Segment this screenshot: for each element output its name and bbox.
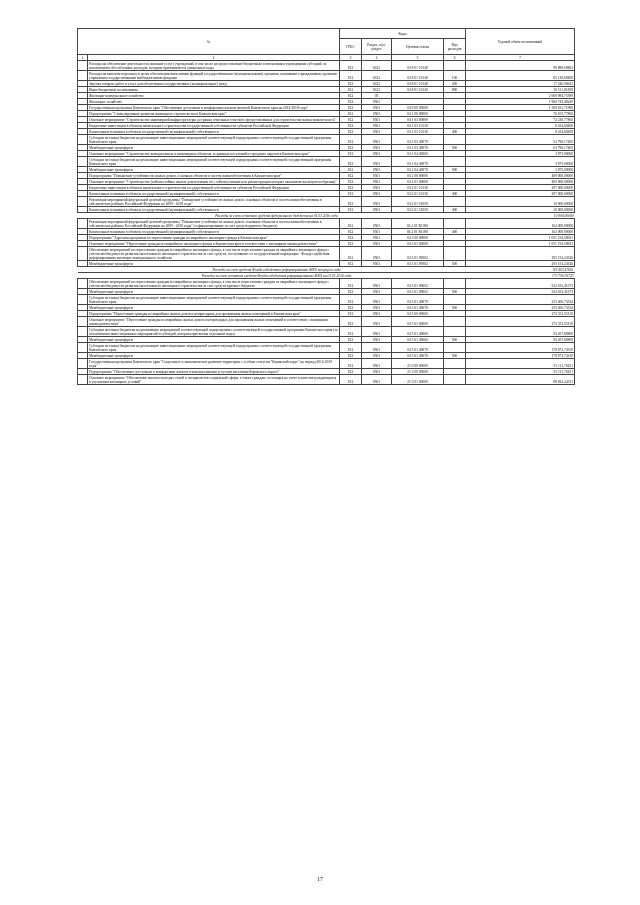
row-sum: 1 569 631,71998 <box>466 105 575 111</box>
row-grbs: 812 <box>340 229 362 235</box>
row-sum: 162 000,00000 <box>466 229 575 235</box>
row-grbs: 812 <box>340 185 362 191</box>
row-grbs: 812 <box>340 219 362 229</box>
row-grbs: 812 <box>340 311 362 317</box>
row-razdel: 0501 <box>362 369 392 375</box>
row-vid <box>444 343 466 353</box>
note-text: Расходы за счет средств Фонда содействия реформированию ЖКХ текущего года <box>88 267 466 273</box>
row-name: Подпрограмма "Обеспечение доступным и комфортным жильем и коммунальными услугами населения Корякского округа" <box>88 369 340 375</box>
row-razdel: 0501 <box>362 135 392 145</box>
row-sum: 76 105,77865 <box>466 111 575 117</box>
row-name: Бюджетные инвестиции в объекты капитального строительства государственной собственности субъектов Российской Федерации <box>88 185 340 191</box>
row-grbs: 812 <box>340 71 362 81</box>
table-row <box>78 219 575 229</box>
row-sum: 91 111,76251 <box>466 369 575 375</box>
row-sum: 98 888,60861 <box>466 61 575 71</box>
row-tselevaya: 04 2 00 00000 <box>392 173 444 179</box>
row-grbs: 812 <box>340 197 362 207</box>
row-sum: 8 434,60400 <box>466 129 575 135</box>
table-row <box>78 61 575 71</box>
note-sum: 119 403,47601 <box>466 267 575 273</box>
row-razdel: 0501 <box>362 197 392 207</box>
row-tselevaya: 04 2 01 10130 <box>392 185 444 191</box>
row-vid: 500 <box>444 305 466 311</box>
row-sum: 469 000,00000 <box>466 179 575 185</box>
row-razdel: 0501 <box>362 105 392 111</box>
row-grbs: 812 <box>340 81 362 87</box>
row-razdel: 0501 <box>362 207 392 213</box>
row-grbs: 812 <box>340 289 362 295</box>
row-name: Субсидии местным бюджетам на реализацию мероприятий соответствующей подпрограммы соответствующей государственной программы Камчатского края (за исключением инвестиционных мероприятий и субсидий, которым присвоены отдельные коды) <box>88 327 340 337</box>
row-name: Расходы на выплаты персоналу в целях обеспечения выполнения функций государственными (муниципальными) органами, казенными учреждениями, органами управления государственными внебюджетными фондами <box>88 71 340 81</box>
row-razdel: 0501 <box>362 289 392 295</box>
row-name: Жилищное хозяйство <box>88 99 340 105</box>
row-vid: 200 <box>444 81 466 87</box>
row-sum: 273 331,55110 <box>466 311 575 317</box>
row-razdel: 0501 <box>362 247 392 261</box>
row-sum: 162 000,00000 <box>466 219 575 229</box>
row-tselevaya: 04 8 01 10140 <box>392 87 444 93</box>
row-sum: 1 960 743,48249 <box>466 99 575 105</box>
row-name: Бюджетные инвестиции в объекты капитального строительства государственной собственности субъектов Российской Федерации <box>88 123 340 129</box>
row-vid <box>444 359 466 369</box>
row-sum: 1 051 194,58923 <box>466 235 575 241</box>
note-sum: 173 750,76725 <box>466 273 575 279</box>
row-name: Реализация мероприятий федеральной целевой программы "Повышение устойчивости жилых домов, основных объектов и систем жизнеобеспечения в сейсмических районах Российской Федерации на 2009 - 2018 годы" <box>88 197 340 207</box>
row-name: Реализация мероприятий федеральной целевой программы "Повышение устойчивости жилых домов, основных объектов и систем жизнеобеспечения в сейсмических районах Российской Федерации на 2009 - 2018 годы" (софинансирование за счет средств краевого бюджета) <box>88 219 340 229</box>
row-sum: 1 051 194,58923 <box>466 241 575 247</box>
row-sum: 63 796,17465 <box>466 145 575 151</box>
row-tselevaya: 21 3 01 00000 <box>392 375 444 385</box>
row-grbs: 812 <box>340 135 362 145</box>
row-name: Основное мероприятие "Строительство инженерной инфраструктуры до границ земельных участков, предоставленных для строительства жилья эконом-класса" <box>88 117 340 123</box>
row-tselevaya: 04 2 01 51050 <box>392 207 444 213</box>
row-name: Государственная программа Камчатского края "Обеспечение доступным и комфортным жильем жителей Камчатского края на 2014-2018 годы" <box>88 105 340 111</box>
row-sum: 293 154,24326 <box>466 247 575 261</box>
budget-table-sheet <box>77 28 574 385</box>
table-row <box>78 375 575 385</box>
row-tselevaya: 04 2 01 10130 <box>392 191 444 197</box>
row-name: Капитальные вложения в объекты государственной (муниципальной) собственности <box>88 229 340 235</box>
header-number: № <box>78 29 340 55</box>
row-tselevaya: 04 3 01 09602 <box>392 289 444 295</box>
row-name: Закупка товаров, работ и услуг для обеспечения государственных (муниципальных) нужд <box>88 81 340 87</box>
row-sum: 235 406,73524 <box>466 295 575 305</box>
row-razdel: 0412 <box>362 71 392 81</box>
row-name: Подпрограмма "Переселение граждан из аварийных жилых домов и непригодных для проживания жилых помещений в Камчатском крае" <box>88 311 340 317</box>
row-tselevaya: 04 2 01 R1050 <box>392 219 444 229</box>
table-row <box>78 279 575 289</box>
row-tselevaya: 04 2 01 00000 <box>392 179 444 185</box>
row-name: Основное мероприятие "Обеспечение жильем молодых семей и специалистов социальной сферы, а также граждан, состоящих на учете в качестве нуждающихся в улучшении жилищных условий" <box>88 375 340 385</box>
row-grbs: 812 <box>340 327 362 337</box>
row-vid: 100 <box>444 71 466 81</box>
row-sum: 88 824,24351 <box>466 375 575 385</box>
row-sum: 10 000,00000 <box>466 207 575 213</box>
colnum: 1 <box>78 55 88 61</box>
row-name: Субсидии местным бюджетам на реализацию инвестиционных мероприятий соответствующей подпрограммы соответствующей государственной программы Камчатского края <box>88 295 340 305</box>
row-sum: 522 633,41073 <box>466 279 575 289</box>
row-razdel: 05 <box>362 93 392 99</box>
row-grbs: 812 <box>340 261 362 267</box>
row-name: Обеспечение мероприятий по переселению граждан из аварийного жилищного фонда, в том числе переселению граждан из аварийного жилищного фонда с учетом необходимости развития малоэтажного жилищного строительства за счет средств краевого бюджета <box>88 279 340 289</box>
row-name: Иные бюджетные ассигнования <box>88 87 340 93</box>
row-num <box>78 359 88 369</box>
row-sum: 273 331,55110 <box>466 317 575 327</box>
row-grbs: 812 <box>340 305 362 311</box>
table-row <box>78 157 575 167</box>
row-razdel: 0412 <box>362 81 392 87</box>
table-header <box>78 29 575 61</box>
row-vid: 800 <box>444 87 466 93</box>
header-vid: Вид расходов <box>444 39 466 55</box>
row-vid <box>444 295 466 305</box>
row-razdel: 0501 <box>362 317 392 327</box>
row-razdel: 0501 <box>362 337 392 343</box>
row-tselevaya: 04 2 01 R1050 <box>392 229 444 235</box>
row-tselevaya: 04 8 01 10140 <box>392 61 444 71</box>
row-grbs: 812 <box>340 157 362 167</box>
row-razdel: 0501 <box>362 173 392 179</box>
row-tselevaya: 04 1 04 40070 <box>392 157 444 167</box>
row-sum: 65 130,68400 <box>466 71 575 81</box>
row-grbs: 812 <box>340 375 362 385</box>
row-sum: 63 796,17465 <box>466 135 575 145</box>
row-razdel: 0501 <box>362 359 392 369</box>
row-tselevaya: 04 5 01 40070 <box>392 343 444 353</box>
row-tselevaya: 04 3 01 09502 <box>392 247 444 261</box>
colnum: 5 <box>392 55 444 61</box>
row-grbs: 812 <box>340 87 362 93</box>
row-name: Подпрограмма "Адресная программа по переселению граждан из аварийного жилищного фонда в Камчатском крае" <box>88 235 340 241</box>
row-grbs: 812 <box>340 235 362 241</box>
row-grbs: 812 <box>340 129 362 135</box>
row-tselevaya: 04 1 03 00000 <box>392 117 444 123</box>
row-name: Расходы на обеспечение деятельности (оказание услуг) учреждений, в том числе на предоставление бюджетным и автономным учреждениям субсидий, за исключением обособленных расходов, которым присваиваются уникальные коды <box>88 61 340 71</box>
row-vid <box>444 135 466 145</box>
table-row <box>78 317 575 327</box>
row-name: Межбюджетные трансферты <box>88 353 340 359</box>
row-vid <box>444 61 466 71</box>
row-grbs: 812 <box>340 295 362 305</box>
row-vid: 400 <box>444 229 466 235</box>
row-name: Капитальные вложения в объекты государственной (муниципальной) собственности <box>88 129 340 135</box>
row-sum: 17 246,90622 <box>466 81 575 87</box>
row-razdel: 0501 <box>362 343 392 353</box>
row-vid <box>444 279 466 289</box>
row-name: Межбюджетные трансферты <box>88 145 340 151</box>
colnum: 4 <box>362 55 392 61</box>
row-razdel: 0501 <box>362 295 392 305</box>
note-sum: 10 000,00000 <box>466 213 575 219</box>
row-razdel: 0501 <box>362 229 392 235</box>
row-tselevaya: 04 2 01 51050 <box>392 197 444 207</box>
note-text: Расходы за счет остатков средств федерального бюджета на 01.01.2016 года <box>88 213 466 219</box>
row-sum: 469 000,00000 <box>466 173 575 179</box>
row-sum: 8 434,60400 <box>466 123 575 129</box>
colnum: 7 <box>466 55 575 61</box>
row-sum: 94 457,80800 <box>466 327 575 337</box>
row-grbs: 812 <box>340 105 362 111</box>
row-razdel: 0501 <box>362 311 392 317</box>
row-num <box>78 71 88 81</box>
row-razdel: 0501 <box>362 111 392 117</box>
row-name: Межбюджетные трансферты <box>88 289 340 295</box>
row-num <box>78 247 88 261</box>
row-tselevaya: 04 8 01 10140 <box>392 71 444 81</box>
row-tselevaya: 04 3 01 00000 <box>392 241 444 247</box>
colnum: 2 <box>88 55 340 61</box>
row-num <box>78 157 88 167</box>
row-razdel: 0501 <box>362 327 392 337</box>
row-vid: 500 <box>444 289 466 295</box>
row-vid: 500 <box>444 167 466 173</box>
row-razdel: 0501 <box>362 235 392 241</box>
row-razdel: 0501 <box>362 145 392 151</box>
row-num <box>78 295 88 305</box>
row-vid: 500 <box>444 337 466 343</box>
row-num <box>78 375 88 385</box>
row-grbs: 812 <box>340 207 362 213</box>
row-razdel: 0501 <box>362 99 392 105</box>
row-tselevaya: 04 8 01 10140 <box>392 81 444 87</box>
header-volume: Годовой объем ассигнований <box>466 29 575 55</box>
row-name: Субсидии местным бюджетам на реализацию инвестиционных мероприятий соответствующей подпрограммы соответствующей государственной программы Камчатского края <box>88 135 340 145</box>
row-razdel: 0501 <box>362 191 392 197</box>
row-num <box>78 61 88 71</box>
row-num <box>78 343 88 353</box>
row-vid <box>444 247 466 261</box>
row-grbs: 812 <box>340 317 362 327</box>
row-tselevaya: 04 3 01 09502 <box>392 261 444 267</box>
row-razdel: 0501 <box>362 151 392 157</box>
row-name: Государственная программа Камчатского края "Социальное и экономическое развитие территории с особым статусом "Корякский округ" на период 2014-2018 годы" <box>88 359 340 369</box>
row-grbs: 812 <box>340 167 362 173</box>
row-grbs: 812 <box>340 117 362 123</box>
row-sum: 3 875,00000 <box>466 151 575 157</box>
row-name: Основное мероприятие "Переселение граждан из аварийных жилых домов и непригодных для проживания жилых помещений в соответствии с жилищным законодательством" <box>88 317 340 327</box>
row-name: Межбюджетные трансферты <box>88 261 340 267</box>
row-tselevaya: 04 1 04 40070 <box>392 167 444 173</box>
row-tselevaya: 04 0 00 00000 <box>392 105 444 111</box>
row-grbs: 812 <box>340 337 362 343</box>
row-tselevaya: 04 1 03 40070 <box>392 145 444 151</box>
row-name: Субсидии местным бюджетам на реализацию инвестиционных мероприятий соответствующей подпрограммы соответствующей государственной программы Камчатского края <box>88 157 340 167</box>
row-razdel: 0501 <box>362 261 392 267</box>
table-row <box>78 135 575 145</box>
row-num <box>78 317 88 327</box>
row-grbs: 812 <box>340 145 362 151</box>
row-grbs: 812 <box>340 151 362 157</box>
row-name: Основное мероприятие "Строительство (сейсмостойких жилых домов взамен тех, сейсмоусиление или реконструкция которых экономически нецелесообразны)" <box>88 179 340 185</box>
row-vid <box>444 157 466 167</box>
row-grbs: 812 <box>340 93 362 99</box>
row-name: Капитальные вложения в объекты государственной (муниципальной) собственности <box>88 207 340 213</box>
row-sum: 16 511,01839 <box>466 87 575 93</box>
row-grbs: 812 <box>340 247 362 261</box>
table-row <box>78 247 575 261</box>
row-name: Субсидии местным бюджетам на реализацию инвестиционных мероприятий соответствующей подпрограммы соответствующей государственной программы Камчатского края <box>88 343 340 353</box>
row-grbs: 812 <box>340 353 362 359</box>
row-razdel: 0412 <box>362 87 392 93</box>
table-row <box>78 343 575 353</box>
row-tselevaya: 04 1 03 40070 <box>392 135 444 145</box>
row-num <box>78 135 88 145</box>
row-razdel: 0501 <box>362 167 392 173</box>
note-text: Расходы за счет остатков средств Фонда содействия реформированию ЖКХ на 01.01.2016 года <box>88 273 466 279</box>
row-name: Основное мероприятие "Переселение граждан из аварийного жилищного фонда в Камчатском крае в соответствии с жилищным законодательством" <box>88 241 340 247</box>
row-vid: 400 <box>444 129 466 135</box>
row-grbs: 812 <box>340 111 362 117</box>
header-grbs: ГРБС <box>340 39 362 55</box>
row-num <box>78 219 88 229</box>
table-body <box>78 61 575 385</box>
row-grbs: 812 <box>340 173 362 179</box>
row-tselevaya: 04 3 01 40070 <box>392 305 444 311</box>
table-row <box>78 359 575 369</box>
row-name: Межбюджетные трансферты <box>88 337 340 343</box>
row-razdel: 0412 <box>362 61 392 71</box>
row-tselevaya: 04 1 03 10130 <box>392 129 444 135</box>
row-sum: 91 111,76251 <box>466 359 575 369</box>
row-grbs: 812 <box>340 359 362 369</box>
row-tselevaya: 04 5 01 40060 <box>392 327 444 337</box>
header-razdel: Раздел, под-раздел <box>362 39 392 55</box>
row-tselevaya: 21 0 00 00000 <box>392 359 444 369</box>
row-razdel: 0501 <box>362 157 392 167</box>
row-sum: 178 873,74310 <box>466 343 575 353</box>
row-num <box>78 327 88 337</box>
row-sum: 10 000,00000 <box>466 197 575 207</box>
row-name: Обеспечение мероприятий по переселению граждан из аварийного жилищного фонда, в том числе переселению граждан из аварийного жилищного фонда с учетом необходимости развития малоэтажного жилищного строительства за счет средств, поступивших от государственной корпорации - Фонда содействия реформированию жилищно-коммунального хозяйства <box>88 247 340 261</box>
row-tselevaya: 04 5 01 00000 <box>392 317 444 327</box>
row-name: Межбюджетные трансферты <box>88 305 340 311</box>
row-sum: 3 875,00000 <box>466 167 575 173</box>
row-num <box>78 197 88 207</box>
row-vid <box>444 327 466 337</box>
row-tselevaya: 21 3 00 00000 <box>392 369 444 375</box>
row-name: Жилищно-коммунальное хозяйство <box>88 93 340 99</box>
row-grbs: 812 <box>340 279 362 289</box>
row-vid: 500 <box>444 261 466 267</box>
row-vid <box>444 219 466 229</box>
row-grbs: 812 <box>340 179 362 185</box>
table-row <box>78 327 575 337</box>
row-tselevaya: 04 1 04 00000 <box>392 151 444 157</box>
row-razdel: 0501 <box>362 179 392 185</box>
row-grbs: 812 <box>340 241 362 247</box>
row-sum: 178 873,74310 <box>466 353 575 359</box>
colnum: 6 <box>444 55 466 61</box>
row-tselevaya: 04 3 01 09602 <box>392 279 444 289</box>
row-grbs: 812 <box>340 99 362 105</box>
row-name: Капитальные вложения в объекты государственной (муниципальной) собственности <box>88 191 340 197</box>
row-razdel: 0501 <box>362 375 392 385</box>
row-name: Подпрограмма "Стимулирование развития жилищного строительства в Камчатском крае" <box>88 111 340 117</box>
row-num <box>78 279 88 289</box>
row-tselevaya: 04 1 03 10130 <box>392 123 444 129</box>
row-vid <box>444 317 466 327</box>
row-razdel: 0501 <box>362 123 392 129</box>
row-vid: 400 <box>444 207 466 213</box>
row-vid: 400 <box>444 191 466 197</box>
row-vid: 500 <box>444 353 466 359</box>
row-sum: 2 669 984,75399 <box>466 93 575 99</box>
row-tselevaya: 04 5 01 40070 <box>392 353 444 359</box>
row-tselevaya: 04 3 00 00000 <box>392 235 444 241</box>
row-sum: 94 457,80800 <box>466 337 575 343</box>
row-sum: 235 406,73524 <box>466 305 575 311</box>
header-tselevaya: Целевая статья <box>392 39 444 55</box>
row-tselevaya: 04 5 00 00000 <box>392 311 444 317</box>
header-codes: Коды <box>340 29 466 39</box>
row-sum: 297 000,00000 <box>466 191 575 197</box>
row-grbs: 812 <box>340 123 362 129</box>
row-razdel: 0501 <box>362 219 392 229</box>
row-sum: 72 230,77865 <box>466 117 575 123</box>
row-sum: 297 000,00000 <box>466 185 575 191</box>
row-sum: 293 154,24326 <box>466 261 575 267</box>
row-razdel: 0501 <box>362 129 392 135</box>
row-razdel: 0501 <box>362 117 392 123</box>
row-razdel: 0501 <box>362 279 392 289</box>
table-row <box>78 197 575 207</box>
budget-table <box>77 28 575 385</box>
row-tselevaya: 04 1 00 00000 <box>392 111 444 117</box>
row-tselevaya: 04 3 01 40070 <box>392 295 444 305</box>
row-vid <box>444 197 466 207</box>
row-razdel: 0501 <box>362 353 392 359</box>
row-sum: 3 875,00000 <box>466 157 575 167</box>
row-grbs: 812 <box>340 343 362 353</box>
colnum: 3 <box>340 55 362 61</box>
row-vid <box>444 375 466 385</box>
row-grbs: 812 <box>340 369 362 375</box>
row-sum: 522 633,41073 <box>466 289 575 295</box>
row-name: Подпрограмма "Повышение устойчивости жилых домов, основных объектов и систем жизнеобеспечения в Камчатском крае" <box>88 173 340 179</box>
page-number: 17 <box>317 877 323 883</box>
row-grbs: 812 <box>340 61 362 71</box>
row-grbs: 812 <box>340 191 362 197</box>
row-vid: 500 <box>444 145 466 151</box>
row-razdel: 0501 <box>362 241 392 247</box>
row-name: Основное мероприятие "Строительство коммунальных и инженерных объектов, в границах поселений и городских округов в Камчатском крае" <box>88 151 340 157</box>
row-tselevaya: 04 5 01 40060 <box>392 337 444 343</box>
row-razdel: 0501 <box>362 305 392 311</box>
row-razdel: 0501 <box>362 185 392 191</box>
row-name: Межбюджетные трансферты <box>88 167 340 173</box>
table-row <box>78 71 575 81</box>
table-row <box>78 295 575 305</box>
